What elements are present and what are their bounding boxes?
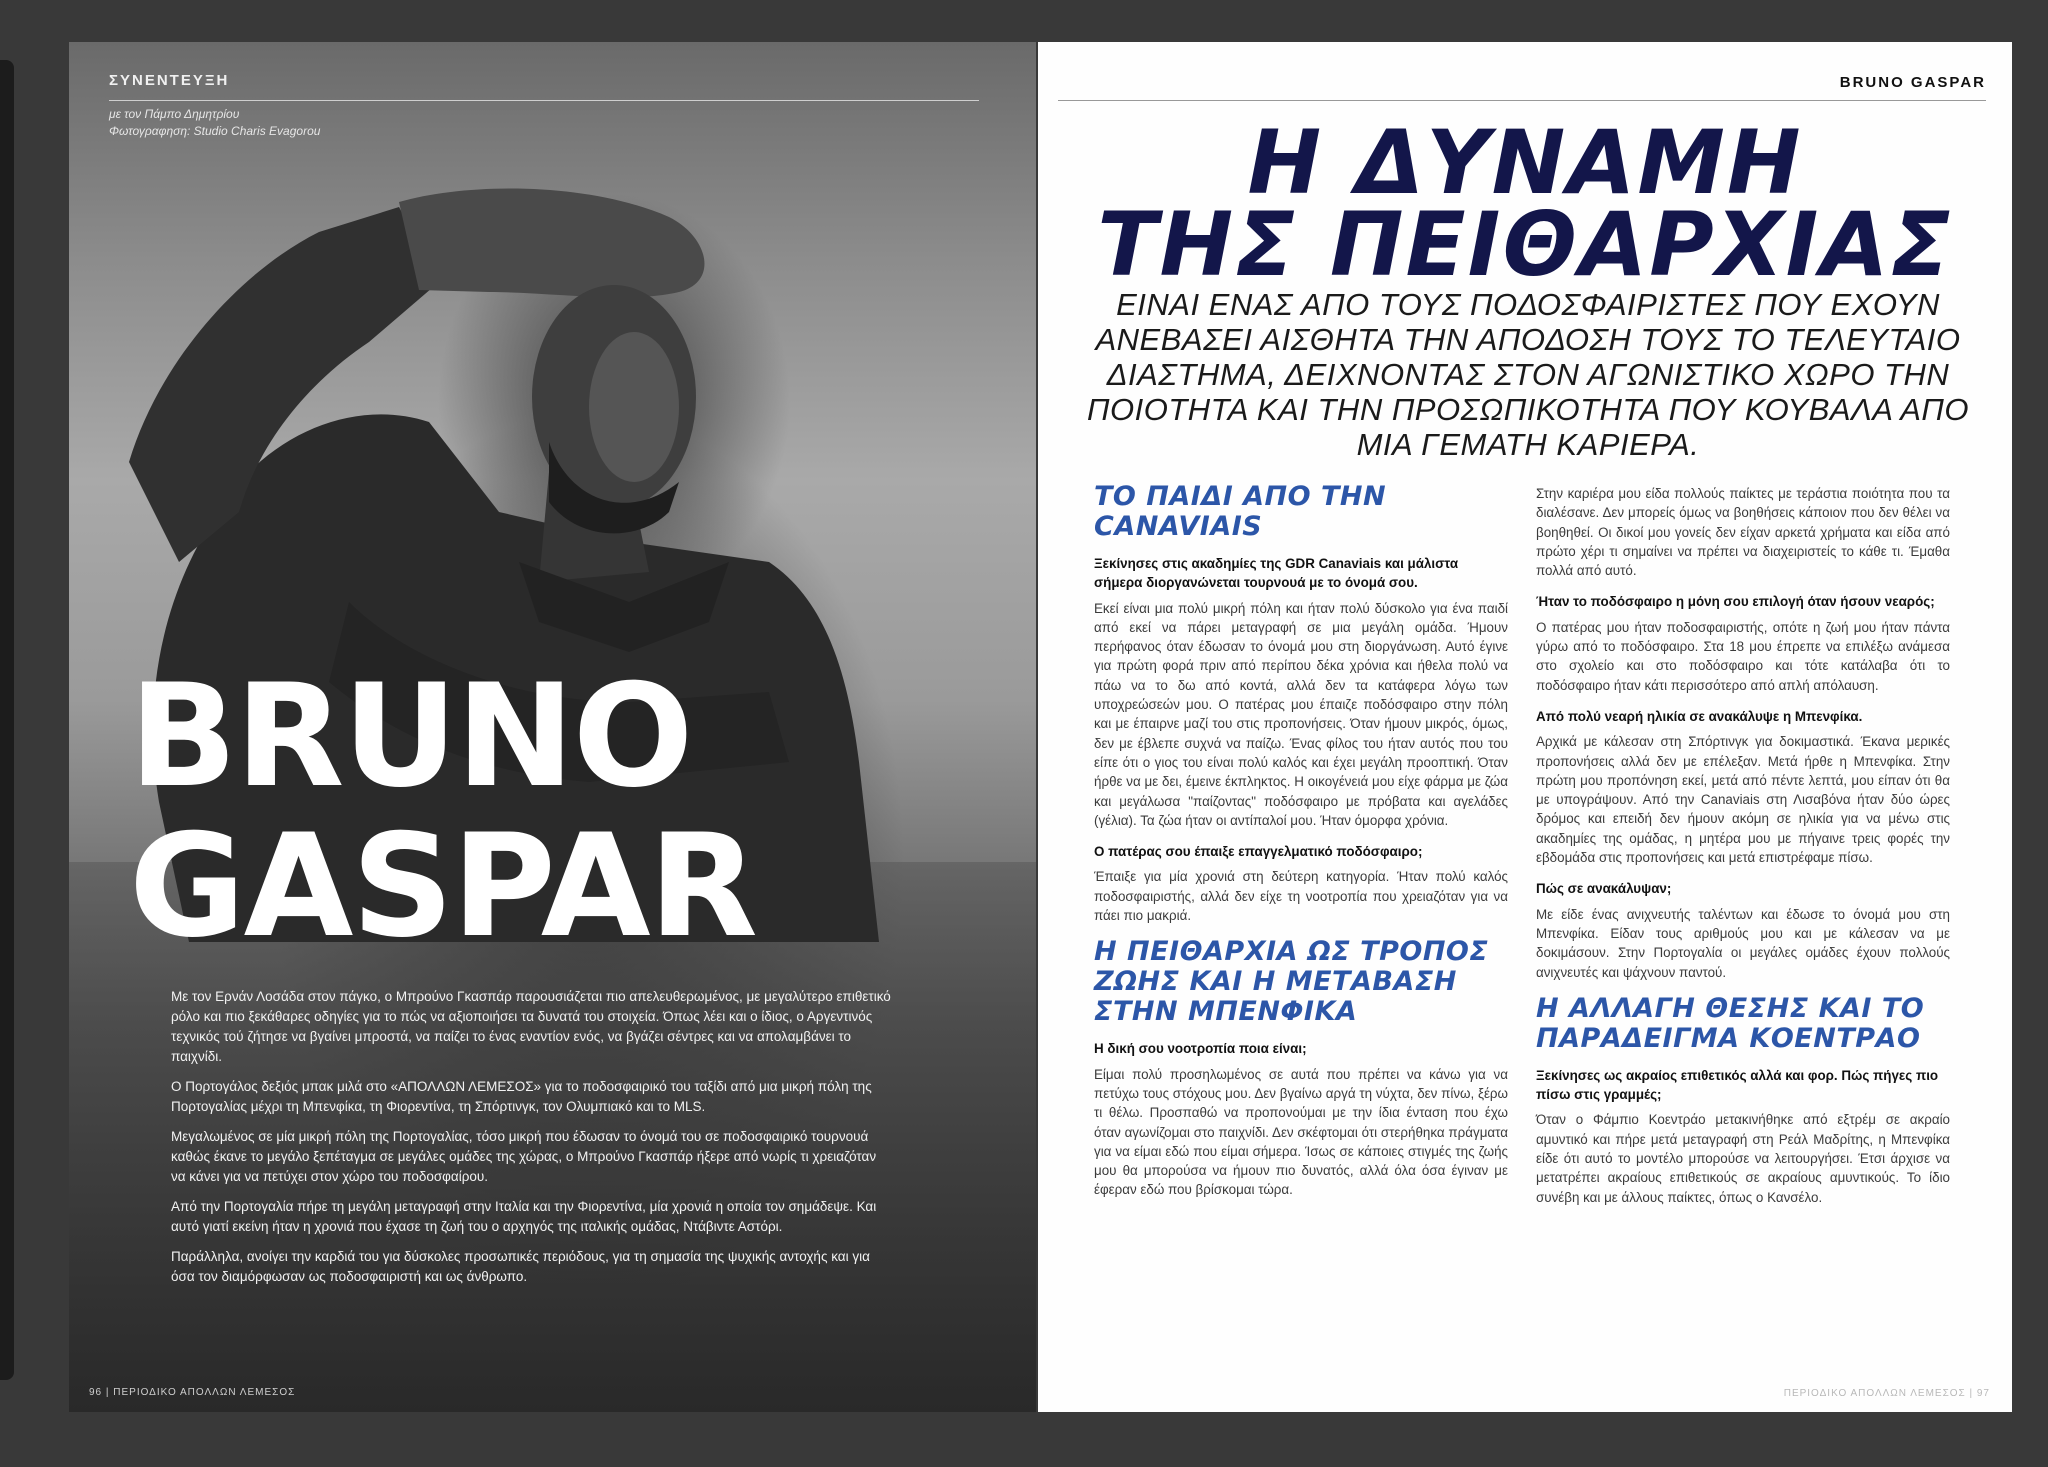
viewer-side-handle[interactable] bbox=[0, 60, 14, 1380]
left-folio: 96 | ΠΕΡΙΟΔΙΚΟ ΑΠΟΛΛΩΝ ΛΕΜΕΣΟΣ bbox=[89, 1387, 296, 1398]
question: Ξεκίνησες στις ακαδημίες της GDR Canaviais και μάλιστα σήμερα διοργανώνεται τουρνουά με το όνομά σου. bbox=[1094, 556, 1459, 591]
byline-photo-credit: Φωτογραφηση: Studio Charis Evagorou bbox=[109, 124, 321, 138]
answer: Όταν ο Φάμπιο Κοεντράο μετακινήθηκε από εξτρέμ σε ακραίο αμυντικό και πήρε μετά μεταγραφή στη Ρεάλ Μαδρίτης, η Μπενφίκα είδε ότι αυτό το μοντέλο μπορούσε να λειτουργήσει. Έτσι άρχισε να μετατρέπει ακραίους επιθετικούς σε ακραίους αμυντικούς. Το ίδιο συνέβη και με άλλους παίκτες, όπως ο Κανσέλο. bbox=[1536, 1112, 1950, 1205]
byline-author: με τον Πάμπο Δημητρίου bbox=[109, 107, 240, 121]
right-page bbox=[1038, 42, 2012, 1412]
question: Η δική σου νοοτροπία ποια είναι; bbox=[1094, 1041, 1307, 1057]
header-rule bbox=[109, 100, 979, 101]
article-title bbox=[1038, 111, 2012, 296]
title-line-1: Η ΔΥΝΑΜΗ bbox=[1247, 111, 1803, 214]
answer: Με είδε ένας ανιχνευτής ταλέντων και έδωσε το όνομά μου στη Μπενφίκα. Είδαν τους αριθμούς μου και με κάλεσαν να με δοκιμάσουν. Στην Πορτογαλία οι μεγάλες ομάδες έχουν πολλούς ανιχνευτές και ψάχνουν παντού. bbox=[1536, 906, 1950, 980]
answer: Είμαι πολύ προσηλωμένος σε αυτά που πρέπει να κάνω για να πετύχω τους στόχους μου. Δεν βγαίνω αργά τη νύχτα, δεν πίνω, ξέρω τι θέλω. Προσπαθώ να προπονούμαι με την ίδια ένταση που έχω όταν αγωνίζομαι στο παιχνίδι. Δεν σκέφτομαι ότι στερήθηκα πράγματα για να είμαι εδώ που είμαι σήμερα. Ίσως σε κάποιες στιγμές της ζωής μου θα μπορούσα να ήμουν πιο δυνατός, αλλά όλα όσα έγιναν με έφεραν εδώ που βρίσκομαι τώρα. bbox=[1094, 1066, 1508, 1198]
title-line-2: ΤΗΣ ΠΕΙΘΑΡΧΙΑΣ bbox=[1097, 193, 1953, 296]
column-left bbox=[1094, 482, 1508, 1212]
subheading: Η ΠΕΙΘΑΡΧΙΑ ΩΣ ΤΡΟΠΟΣ ΖΩΗΣ ΚΑΙ Η ΜΕΤΑΒΑΣΗ ΣΤΗΝ ΜΠΕΝΦΙΚΑ bbox=[1094, 936, 1489, 1028]
answer: Στην καριέρα μου είδα πολλούς παίκτες με τεράστια ποιότητα που τα διαλέσανε. Δεν μπορείς όμως να βοηθήσεις κάποιον που δεν θέλει να βοηθηθεί. Οι δικοί μου γονείς δεν είχαν αρκετά χρήματα και είδα από πρώτο χέρι τι σημαίνει να πρέπει να διαχειριστείς το κάθε τι. Έμαθα πολλά από αυτό. bbox=[1536, 486, 1950, 579]
section-kicker: ΣΥΝΕΝΤΕΥΞΗ bbox=[109, 72, 230, 89]
question: Από πολύ νεαρή ηλικία σε ανακάλυψε η Μπενφίκα. bbox=[1536, 708, 1863, 724]
player-name-heading bbox=[129, 654, 756, 969]
answer: Αρχικά με κάλεσαν στη Σπόρτινγκ για δοκιμαστικά. Έκανα μερικές προπονήσεις αλλά δεν με επέλεξαν. Μετά ήρθε η Μπενφίκα. Στην πρώτη μου προπόνηση εκεί, μετά από πέντε λεπτά, μου είπαν ότι θα με υπογράψουν. Από την Canaviais στη Λισαβόνα ήταν δύο ώρες δρόμος και επειδή δεν ήμουν ακόμη σε ηλικία για να μένω στις ακαδημίες της ομάδας, η μητέρα μου με πήγαινε τρεις φορές την εβδομάδα στις προπονήσεις και μετά επιστρέφαμε πίσω. bbox=[1536, 734, 1950, 866]
left-page bbox=[69, 42, 1036, 1412]
question: Ξεκίνησες ως ακραίος επιθετικός αλλά και φορ. Πώς πήγες πιο πίσω στις γραμμές; bbox=[1536, 1067, 1939, 1103]
running-header: BRUNO GASPAR bbox=[1839, 74, 1986, 91]
question: Ο πατέρας σου έπαιξε επαγγελματικό ποδόσφαιρο; bbox=[1094, 844, 1423, 860]
answer: Εκεί είναι μια πολύ μικρή πόλη και ήταν πολύ δύσκολο για ένα παιδί από εκεί να πάρει μεταγραφή σε μια μεγάλη ομάδα. Ήμουν περήφανος όταν έδωσαν το όνομά μου στη διοργάνωση. Αυτό έγινε για πρώτη φορά πριν από περίπου δέκα χρόνια και ήθελα πολύ να πάω να το δω από κοντά, αλλά δεν τα κατάφερα λόγω των υποχρεώσεών μου. Ο πατέρας μου έπαιζε ποδόσφαιρο στην πόλη και με έπαιρνε μαζί του στις προπονήσεις. Όταν ήμουν μικρός, όμως, δεν με έβλεπε συχνά να παίζω. Ένας φίλος του ήταν αυτός που του είπε ότι ο γιος του είναι πολύ καλός και έχει μεγάλη προοπτική. Όταν ήρθε να με δει, έμεινε έκπληκτος. Η οικογένειά μου είχε φάρμα με ζώα και μεγάλωσα "παίζοντας" ποδόσφαιρο με πρόβατα και αγελάδες (γέλια). Τα ζώα ήταν οι αντίπαλοί μου. Ήταν όμορφα χρόνια. bbox=[1094, 600, 1508, 828]
intro-text bbox=[171, 987, 891, 1297]
column-right bbox=[1536, 484, 1950, 1219]
intro-paragraph: Ο Πορτογάλος δεξιός μπακ μιλά στο «ΑΠΟΛΛΩΝ ΛΕΜΕΣΟΣ» για το ποδοσφαιρικό του ταξίδι από μια μικρή πόλη της Πορτογαλίας μέχρι τη Μπενφίκα, τη Φιορεντίνα, τη Σπόρτινγκ, τον Ολυμπιακό και το MLS. bbox=[171, 1079, 872, 1114]
right-folio: ΠΕΡΙΟΔΙΚΟ ΑΠΟΛΛΩΝ ΛΕΜΕΣΟΣ | 97 bbox=[1783, 1388, 1990, 1399]
intro-paragraph: Από την Πορτογαλία πήρε τη μεγάλη μεταγραφή στην Ιταλία και την Φιορεντίνα, μία χρονιά η οποία τον σημάδεψε. Και αυτό γιατί εκείνη ήταν η χρονιά που έχασε τη ζωή του ο αρχηγός της ιταλικής ομάδας, Ντάβιντε Αστόρι. bbox=[171, 1199, 877, 1234]
intro-paragraph: Με τον Ερνάν Λοσάδα στον πάγκο, ο Μπρούνο Γκασπάρ παρουσιάζεται πιο απελευθερωμένος, με μεγαλύτερο επιθετικό ρόλο και πιο ξεκάθαρες οδηγίες για το πώς να αξιοποιήσει τα δυνατά του στοιχεία. Όπως λέει και ο ίδιος, ο Αργεντινός τεχνικός τού ζήτησε να βγαίνει μπροστά, να παίζει το ένας εναντίον ενός, να βγάζει σέντρες και να απολαμβάνει το παιχνίδι. bbox=[171, 989, 891, 1064]
answer: Έπαιξε για μία χρονιά στη δεύτερη κατηγορία. Ήταν πολύ καλός ποδοσφαιριστής, αλλά δεν είχε τη νοοτροπία που χρειαζόταν για να πάει πιο μακριά. bbox=[1094, 869, 1508, 924]
intro-paragraph: Παράλληλα, ανοίγει την καρδιά του για δύσκολες προσωπικές περιόδους, για τη σημασία της ψυχικής αντοχής και για όσα τον διαμόρφωσαν ως ποδοσφαιριστή και ως άνθρωπο. bbox=[171, 1249, 870, 1284]
intro-paragraph: Μεγαλωμένος σε μία μικρή πόλη της Πορτογαλίας, τόσο μικρή που έδωσαν το όνομά του σε ποδοσφαιρικό τουρνουά καθώς έκανε το μεγάλο ξεπέταγμα σε μεγάλες ομάδες της χώρας, ο Μπρούνο Γκασπάρ ήξερε από νωρίς τι χρειαζόταν να κάνει για να πετύχει στον χώρο του ποδοσφαίρου. bbox=[171, 1129, 877, 1184]
standfirst: ΕΙΝΑΙ ΕΝΑΣ ΑΠΟ ΤΟΥΣ ΠΟΔΟΣΦΑΙΡΙΣΤΕΣ ΠΟΥ ΕΧΟΥΝ ΑΝΕΒΑΣΕΙ ΑΙΣΘΗΤΑ ΤΗΝ ΑΠΟΔΟΣΗ ΤΟΥΣ ΤΟ ΤΕΛΕΥΤΑΙΟ ΔΙΑΣΤΗΜΑ, ΔΕΙΧΝΟΝΤΑΣ ΣΤΟΝ ΑΓΩΝΙΣΤΙΚΟ ΧΩΡΟ ΤΗΝ ΠΟΙΟΤΗΤΑ ΚΑΙ ΤΗΝ ΠΡΟΣΩΠΙΚΟΤΗΤΑ ΠΟΥ ΚΟΥΒΑΛΑ ΑΠΟ ΜΙΑ ΓΕΜΑΤΗ ΚΑΡΙΕΡΑ. bbox=[1087, 287, 1969, 462]
byline bbox=[109, 106, 320, 140]
subheading: Η ΑΛΛΑΓΗ ΘΕΣΗΣ ΚΑΙ ΤΟ ΠΑΡΑΔΕΙΓΜΑ ΚΟΕΝΤΡΑΟ bbox=[1536, 992, 1925, 1054]
question: Πώς σε ανακάλυψαν; bbox=[1536, 881, 1672, 897]
subheading: ΤΟ ΠΑΙΔΙ ΑΠΟ ΤΗΝ CANAVIAIS bbox=[1094, 481, 1387, 542]
answer: Ο πατέρας μου ήταν ποδοσφαιριστής, οπότε η ζωή μου ήταν πάντα γύρω από το ποδόσφαιρο. Στα 18 μου έπρεπε να επιλέξω ανάμεσα στο σχολείο και στο ποδόσφαιρο και τότε κατάλαβα ότι το ποδόσφαιρο ήταν κάτι περισσότερο από απλή απόλαυση. bbox=[1536, 619, 1950, 693]
name-line-2: GASPAR bbox=[129, 804, 756, 969]
name-line-1: BRUNO bbox=[129, 654, 692, 819]
question: Ήταν το ποδόσφαιρο η μόνη σου επιλογή όταν ήσουν νεαρός; bbox=[1536, 594, 1935, 610]
header-rule bbox=[1058, 100, 1986, 101]
